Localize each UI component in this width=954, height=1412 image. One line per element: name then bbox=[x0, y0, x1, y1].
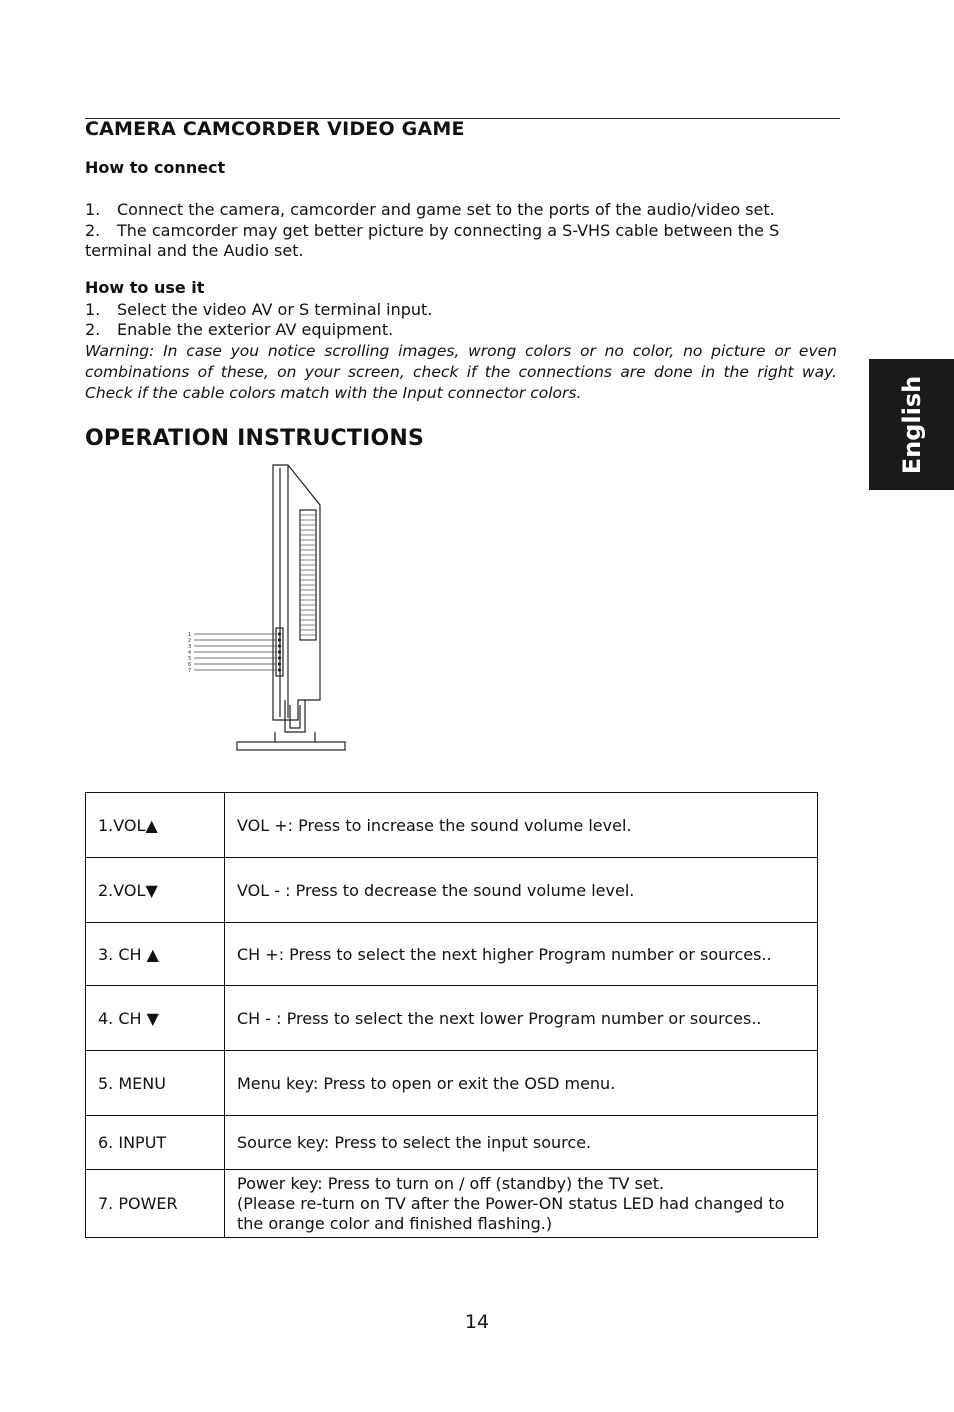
callout-7: 7 bbox=[188, 668, 192, 674]
warning-text: Warning: In case you notice scrolling images, wrong colors or no color, no picture or even combinations of these, on your screen, check if the connections are done in the right way. Check if the cable colors match with the Input connector colors. bbox=[85, 342, 837, 402]
table-row bbox=[86, 1116, 818, 1170]
step-number: 1. bbox=[85, 300, 101, 319]
callout-1: 1 bbox=[188, 632, 192, 638]
callout-4: 4 bbox=[188, 650, 192, 656]
connect-step-1 bbox=[85, 200, 837, 220]
table-row bbox=[86, 858, 818, 923]
page-number: 14 bbox=[464, 1311, 490, 1333]
step-text: Select the video AV or S terminal input. bbox=[117, 300, 433, 319]
language-tab-label: English bbox=[897, 375, 926, 474]
desc-cell: CH - : Press to select the next lower Program number or sources.. bbox=[225, 986, 818, 1051]
section-title-camera: CAMERA CAMCORDER VIDEO GAME bbox=[85, 118, 465, 140]
key-cell: 3. CH ▲ bbox=[86, 923, 225, 986]
step-number: 2. bbox=[85, 221, 101, 240]
key-cell: 6. INPUT bbox=[86, 1116, 225, 1170]
use-step-2 bbox=[85, 320, 837, 340]
desc-cell: CH +: Press to select the next higher Program number or sources.. bbox=[225, 923, 818, 986]
operation-table bbox=[85, 792, 818, 1238]
step-number: 2. bbox=[85, 320, 101, 339]
step-text: The camcorder may get better picture by connecting a S-VHS cable between the S terminal and the Audio set. bbox=[85, 221, 780, 260]
step-text: Connect the camera, camcorder and game set to the ports of the audio/video set. bbox=[117, 200, 775, 219]
connect-step-2 bbox=[85, 221, 837, 261]
callout-6: 6 bbox=[188, 662, 192, 668]
table-row bbox=[86, 923, 818, 986]
grille-lines bbox=[301, 515, 315, 635]
use-step-1 bbox=[85, 300, 837, 320]
heading-how-to-connect: How to connect bbox=[85, 158, 226, 177]
callout-3: 3 bbox=[188, 644, 192, 650]
section-title-operation: OPERATION INSTRUCTIONS bbox=[85, 426, 425, 451]
step-text: Enable the exterior AV equipment. bbox=[117, 320, 394, 339]
callout-5: 5 bbox=[188, 656, 192, 662]
table-row bbox=[86, 1051, 818, 1116]
callout-2: 2 bbox=[188, 638, 192, 644]
key-cell: 1.VOL▲ bbox=[86, 793, 225, 858]
key-cell: 2.VOL▼ bbox=[86, 858, 225, 923]
desc-cell: VOL +: Press to increase the sound volume level. bbox=[225, 793, 818, 858]
tv-side-diagram bbox=[180, 460, 355, 755]
desc-cell: Source key: Press to select the input source. bbox=[225, 1116, 818, 1170]
language-tab bbox=[869, 359, 954, 490]
desc-cell: Power key: Press to turn on / off (standby) the TV set. (Please re-turn on TV after the Power-ON status LED had changed to the orange color and finished flashing.) bbox=[225, 1170, 818, 1238]
table-row bbox=[86, 1170, 818, 1238]
desc-cell: VOL - : Press to decrease the sound volume level. bbox=[225, 858, 818, 923]
table-row bbox=[86, 793, 818, 858]
heading-how-to-use: How to use it bbox=[85, 278, 205, 297]
key-cell: 5. MENU bbox=[86, 1051, 225, 1116]
callout-lines bbox=[194, 634, 277, 670]
desc-cell: Menu key: Press to open or exit the OSD menu. bbox=[225, 1051, 818, 1116]
step-number: 1. bbox=[85, 200, 101, 219]
table-row bbox=[86, 986, 818, 1051]
key-cell: 7. POWER bbox=[86, 1170, 225, 1238]
key-cell: 4. CH ▼ bbox=[86, 986, 225, 1051]
